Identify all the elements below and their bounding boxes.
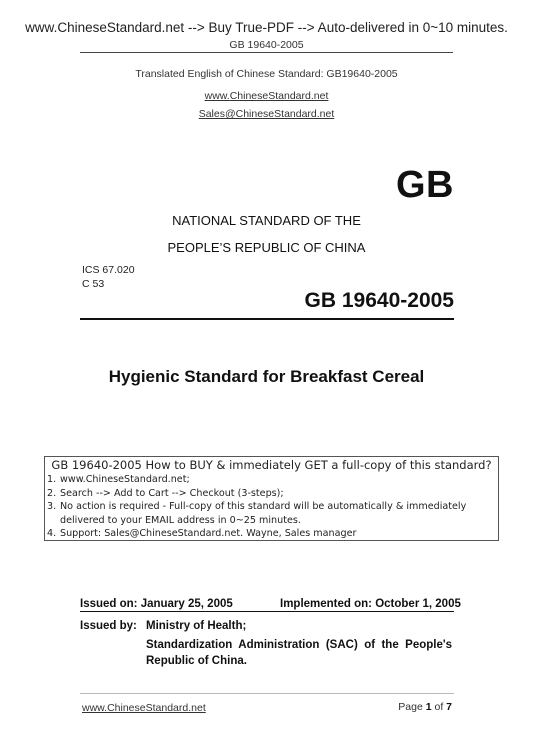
footer-divider [80, 693, 454, 694]
issued-on-date: Issued on: January 25, 2005 [80, 598, 233, 610]
title-divider [80, 318, 454, 320]
list-item-number: 1. [47, 474, 57, 485]
ics-code: ICS 67.020 [82, 264, 135, 276]
list-item [47, 473, 496, 487]
list-item-number: 3. [47, 501, 57, 512]
list-item-number: 2. [47, 487, 57, 499]
page-indicator [0, 701, 452, 713]
top-banner: www.ChineseStandard.net --> Buy True-PDF --> Auto-delivered in 0~10 minutes. [25, 20, 508, 35]
implemented-on-date: Implemented on: October 1, 2005 [280, 598, 461, 610]
list-item-text: Search --> Add to Cart --> Checkout (3-steps); [60, 487, 284, 499]
footer-website-link[interactable]: www.ChineseStandard.net [82, 702, 206, 714]
issued-by-label: Issued by: [80, 620, 137, 632]
translation-note: Translated English of Chinese Standard: GB19640-2005 [135, 68, 398, 80]
gb-logo: GB [396, 164, 454, 206]
website-link[interactable]: www.ChineseStandard.net [204, 90, 329, 102]
header-divider [80, 52, 453, 53]
current-page-number: 1 [425, 701, 432, 713]
email-link-row [0, 104, 533, 122]
header-standard-code: GB 19640-2005 [229, 39, 304, 51]
purchase-heading: GB 19640-2005 How to BUY & immediately GET a full-copy of this standard? [51, 458, 492, 472]
issue-date-divider [80, 611, 454, 612]
website-link-row [0, 86, 533, 104]
email-link[interactable]: Sales@ChineseStandard.net [198, 108, 335, 120]
national-standard-line-1: NATIONAL STANDARD OF THE [172, 213, 361, 228]
total-page-count: 7 [446, 701, 452, 713]
purchase-info-box [44, 456, 499, 541]
list-item-text: www.ChineseStandard.net; [60, 474, 190, 485]
document-title: Hygienic Standard for Breakfast Cereal [108, 367, 425, 386]
list-item-number: 4. [47, 528, 57, 539]
list-item [47, 527, 496, 541]
list-item-text: Support: Sales@ChineseStandard.net. Wayne, Sales manager [60, 528, 357, 539]
list-item [47, 500, 496, 527]
list-item-text: No action is required - Full-copy of this standard will be automatically & immediately delivered to your EMAIL address in 0~25 minutes. [60, 501, 467, 526]
issuer-ministry: Ministry of Health; [146, 620, 247, 632]
page-separator: of [431, 701, 447, 713]
purchase-steps-list [47, 473, 496, 541]
ccs-code: C 53 [82, 278, 105, 290]
standard-number: GB 19640-2005 [304, 289, 454, 312]
page-prefix: Page [398, 701, 426, 713]
list-item [47, 487, 496, 501]
issuer-sac: Standardization Administration (SAC) of the People's Republic of China. [146, 639, 452, 667]
national-standard-line-2: PEOPLE’S REPUBLIC OF CHINA [167, 240, 366, 255]
